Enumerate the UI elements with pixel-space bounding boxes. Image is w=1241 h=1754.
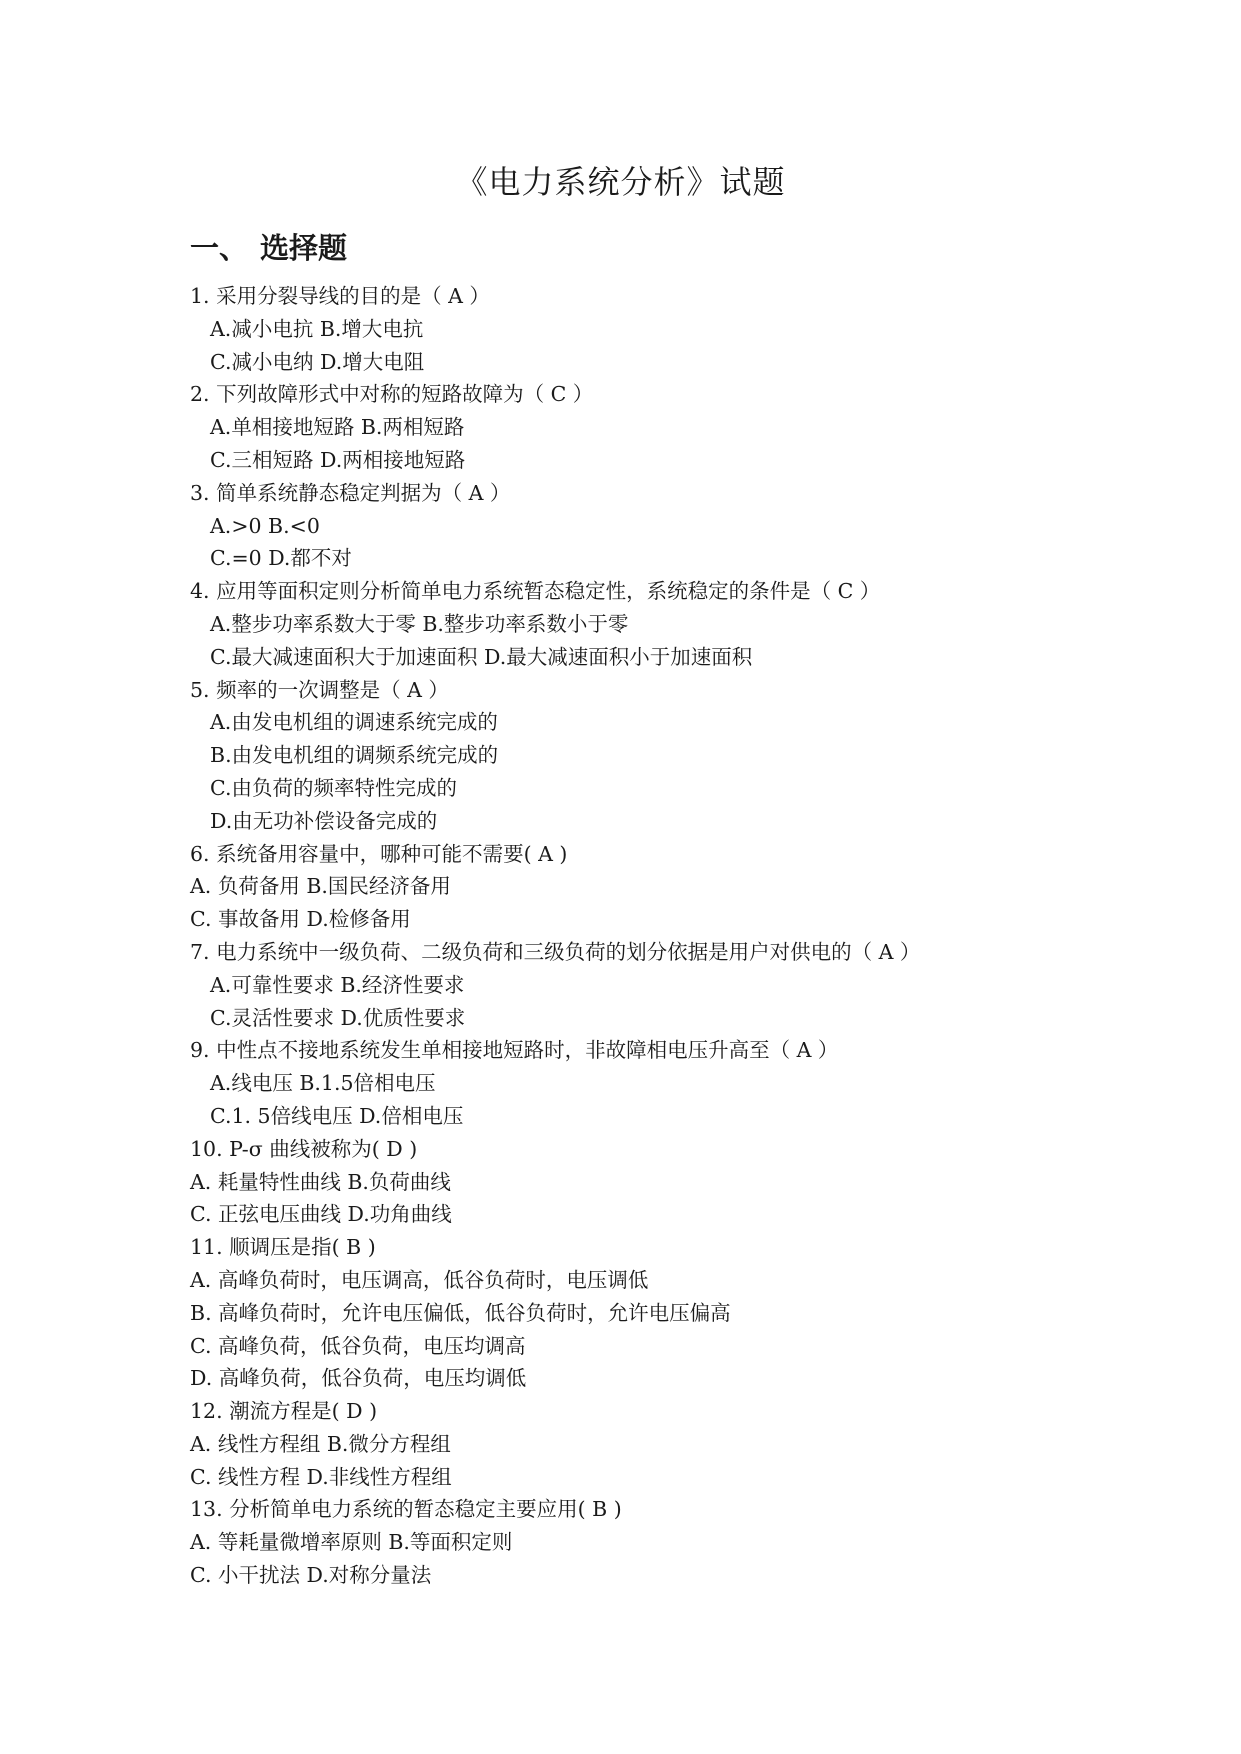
answer-option-line: C.最大减速面积大于加速面积 D.最大减速面积小于加速面积 bbox=[210, 644, 753, 669]
question-line: B. 高峰负荷时，允许电压偏低，低谷负荷时，允许电压偏高 bbox=[190, 1300, 731, 1325]
question-line: 7. 电力系统中一级负荷、二级负荷和三级负荷的划分依据是用户对供电的（ A ） bbox=[190, 939, 921, 964]
question-line: 3. 简单系统静态稳定判据为（ A ） bbox=[190, 480, 511, 505]
answer-option-line: A.可靠性要求 B.经济性要求 bbox=[210, 972, 465, 997]
answer-option-line: C.灵活性要求 D.优质性要求 bbox=[210, 1005, 466, 1030]
question-line: 13. 分析简单电力系统的暂态稳定主要应用( B ) bbox=[190, 1497, 622, 1522]
answer-option-line: C.由负荷的频率特性完成的 bbox=[210, 775, 457, 800]
answer-option-line: A.由发电机组的调速系统完成的 bbox=[210, 710, 498, 735]
question-list bbox=[190, 280, 1190, 1592]
question-line: 10. P-σ 曲线被称为( D ) bbox=[190, 1136, 418, 1161]
question-line: 5. 频率的一次调整是（ A ） bbox=[190, 677, 449, 702]
question-line: 9. 中性点不接地系统发生单相接地短路时，非故障相电压升高至（ A ） bbox=[190, 1038, 839, 1063]
question-line: 2. 下列故障形式中对称的短路故障为（ C ） bbox=[190, 382, 594, 407]
answer-option-line: A.整步功率系数大于零 B.整步功率系数小于零 bbox=[210, 611, 629, 636]
question-line: A. 耗量特性曲线 B.负荷曲线 bbox=[190, 1169, 451, 1194]
section-number: 一、 bbox=[190, 231, 249, 265]
question-line: C. 事故备用 D.检修备用 bbox=[190, 907, 411, 932]
question-line: 6. 系统备用容量中，哪种可能不需要( A ) bbox=[190, 841, 568, 866]
question-line: A. 负荷备用 B.国民经济备用 bbox=[190, 874, 451, 899]
question-line: 11. 顺调压是指( B ) bbox=[190, 1235, 376, 1260]
answer-option-line: C.三相短路 D.两相接地短路 bbox=[210, 447, 466, 472]
answer-option-line: D.由无功补偿设备完成的 bbox=[210, 808, 438, 833]
question-line: 1. 采用分裂导线的目的是（ A ） bbox=[190, 284, 490, 308]
answer-option-line: B.由发电机组的调频系统完成的 bbox=[210, 743, 499, 768]
section-heading bbox=[190, 226, 347, 270]
answer-option-line: C.1. 5倍线电压 D.倍相电压 bbox=[210, 1103, 464, 1128]
question-line: A. 线性方程组 B.微分方程组 bbox=[190, 1431, 451, 1456]
answer-option-line: A.单相接地短路 B.两相短路 bbox=[210, 415, 465, 440]
answer-option-line: C.=0 D.都不对 bbox=[210, 546, 352, 571]
section-title: 选择题 bbox=[260, 231, 348, 265]
answer-option-line: A.减小电抗 B.增大电抗 bbox=[210, 316, 424, 341]
question-line: C. 小干扰法 D.对称分量法 bbox=[190, 1563, 432, 1588]
question-line: A. 高峰负荷时，电压调高，低谷负荷时，电压调低 bbox=[190, 1267, 649, 1292]
question-line: C. 正弦电压曲线 D.功角曲线 bbox=[190, 1202, 452, 1227]
question-line: C. 线性方程 D.非线性方程组 bbox=[190, 1464, 452, 1489]
question-line: A. 等耗量微增率原则 B.等面积定则 bbox=[190, 1530, 513, 1555]
question-line: D. 高峰负荷，低谷负荷，电压均调低 bbox=[190, 1366, 527, 1391]
question-line: 4. 应用等面积定则分析简单电力系统暂态稳定性，系统稳定的条件是（ C ） bbox=[190, 579, 881, 604]
question-line: 12. 潮流方程是( D ) bbox=[190, 1399, 378, 1424]
answer-option-line: A.线电压 B.1.5倍相电压 bbox=[210, 1071, 436, 1096]
question-line: C. 高峰负荷，低谷负荷，电压均调高 bbox=[190, 1333, 526, 1358]
document-title: 《电力系统分析》试题 bbox=[455, 163, 786, 201]
answer-option-line: A.>0 B.<0 bbox=[210, 513, 320, 538]
answer-option-line: C.减小电纳 D.增大电阻 bbox=[210, 349, 425, 374]
